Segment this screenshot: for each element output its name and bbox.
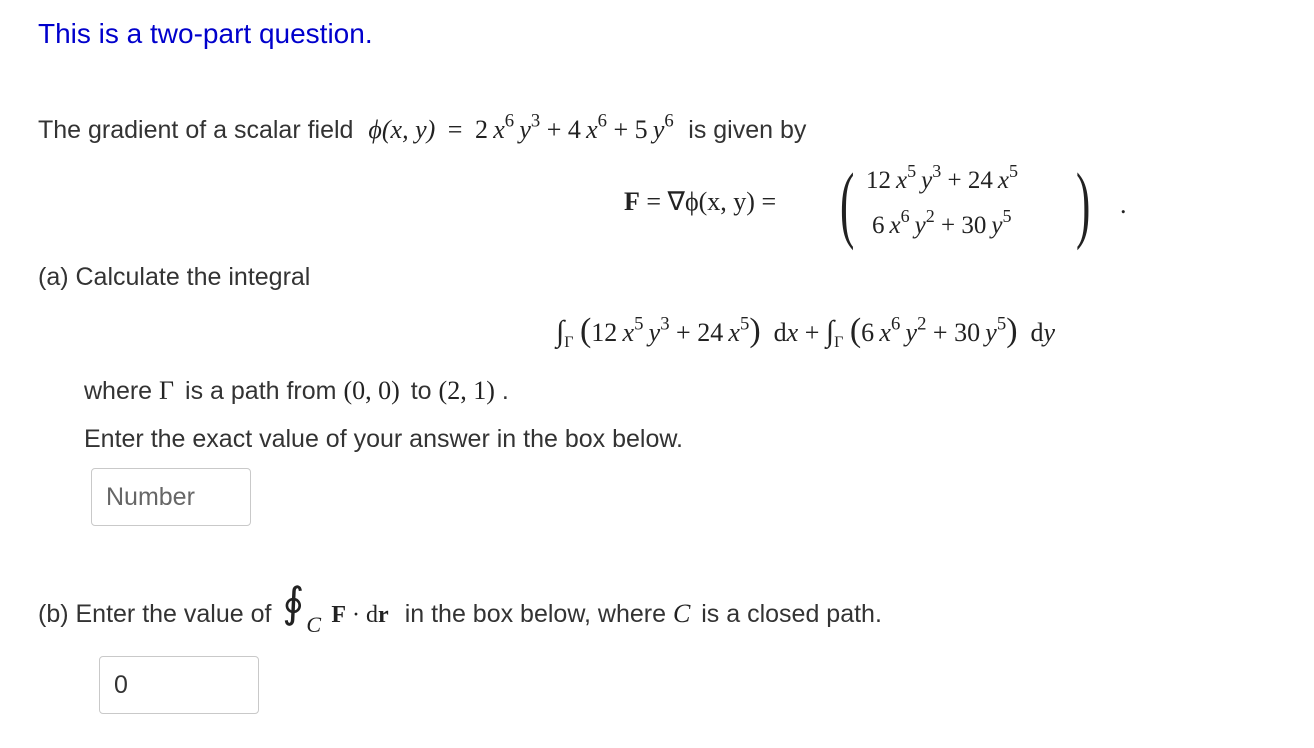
scalar-field-expression: ϕ(x, y) = 2 $x^6$ $y^3 + 4$ $x^6 + 5$ $y^6$: [368, 110, 674, 144]
intro-tail: is given by: [688, 116, 807, 144]
vector-right-paren: ): [1076, 155, 1091, 251]
part-a-heading: (a) Calculate the integral: [38, 263, 311, 291]
intro-lead: The gradient of a scalar field: [38, 116, 354, 144]
path-description: where Γ is a path from (0, 0) to (2, 1) .: [84, 376, 509, 405]
part-a-answer-input[interactable]: [91, 468, 251, 526]
vector-component-y: 6 $x^6$ $y^2 + 30$ $y^5$: [872, 205, 1012, 239]
vector-period: .: [1120, 190, 1127, 219]
vector-left-paren: (: [840, 155, 855, 251]
gradient-lhs: F = ∇ϕ(x, y) =: [624, 187, 777, 216]
vector-component-x: 12 $x^5$ $y^3 + 24$ $x^5$: [866, 160, 1018, 194]
line-integral-expression: $\int_\Gamma$ (12 $x^5$ $y^3 + 24$ $x^5$) dx + $\int_\Gamma$ (6 $x^6$ $y^2 + 30$ $y^5$) dy: [556, 312, 1056, 352]
part-b-answer-input[interactable]: [99, 656, 259, 714]
page-title: This is a two-part question.: [38, 18, 373, 49]
intro-line: [38, 110, 807, 145]
part-b-prompt: (b) Enter the value of ∮ C F · dr in the box below, where C is a closed path.: [38, 581, 882, 637]
part-a-instruction: Enter the exact value of your answer in the box below.: [84, 425, 683, 453]
closed-line-integral: ∮ C: [282, 581, 322, 637]
